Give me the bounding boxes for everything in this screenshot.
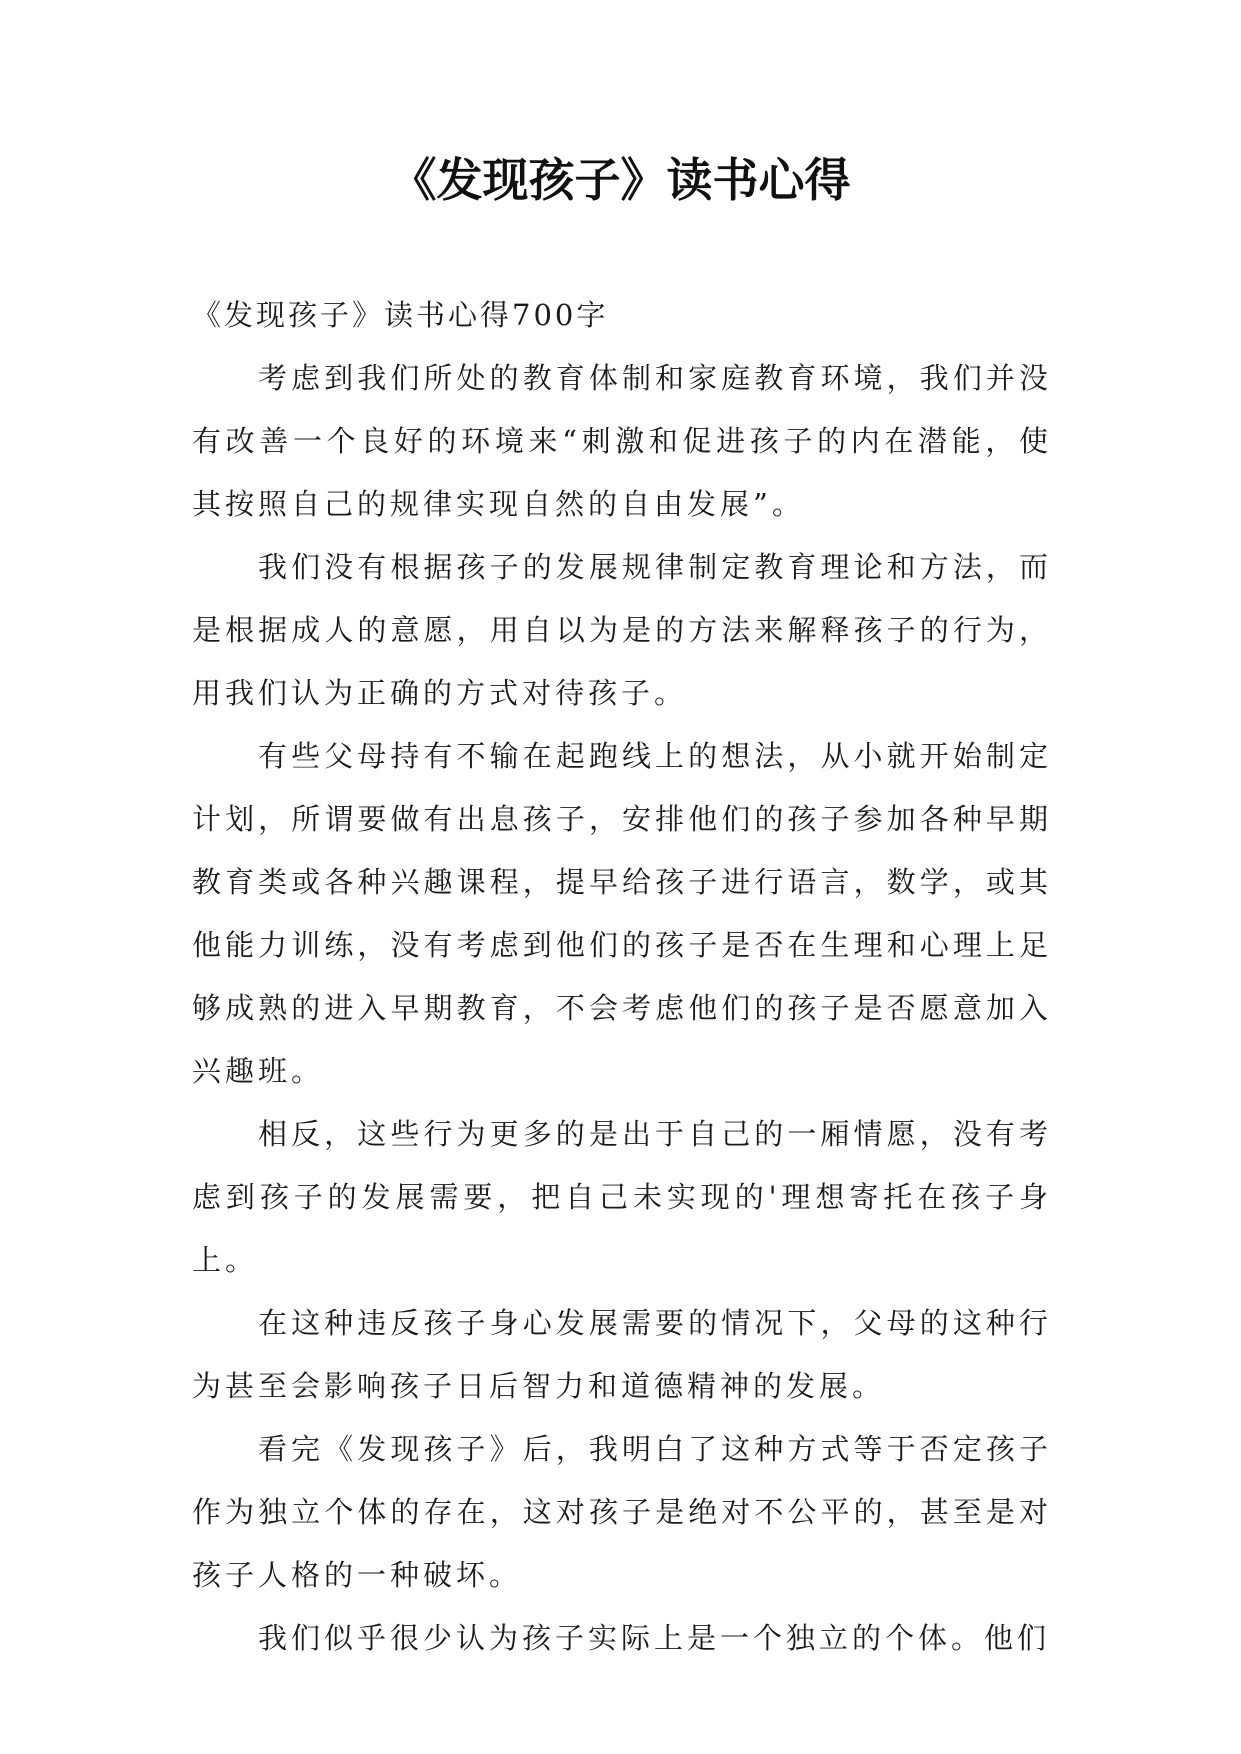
- paragraph: 有些父母持有不输在起跑线上的想法，从小就开始制定计划，所谓要做有出息孩子，安排他们的孩子参加各种早期教育类或各种兴趣课程，提早给孩子进行语言，数学，或其他能力训练，没有考虑到他们的孩子是否在生理和心理上足够成熟的进入早期教育，不会考虑他们的孩子是否愿意加入兴趣班。: [192, 739, 1052, 1088]
- paragraph: 我们似乎很少认为孩子实际上是一个独立的个体。他们: [258, 1621, 1051, 1655]
- document-subtitle: 《发现孩子》读书心得700字: [192, 298, 609, 332]
- paragraph: 考虑到我们所处的教育体制和家庭教育环境，我们并没有改善一个良好的环境来“刺激和促进孩子的内在潜能，使其按照自己的规律实现自然的自由发展”。: [192, 361, 1052, 521]
- document-title: 《发现孩子》读书心得: [390, 153, 851, 207]
- paragraph: 我们没有根据孩子的发展规律制定教育理论和方法，而是根据成人的意愿，用自以为是的方法来解释孩子的行为，用我们认为正确的方式对待孩子。: [192, 550, 1052, 710]
- paragraph: 相反，这些行为更多的是出于自己的一厢情愿，没有考虑到孩子的发展需要，把自己未实现的'理想寄托在孩子身上。: [192, 1117, 1052, 1277]
- paragraph: 在这种违反孩子身心发展需要的情况下，父母的这种行为甚至会影响孩子日后智力和道德精神的发展。: [192, 1306, 1052, 1403]
- paragraph: 看完《发现孩子》后，我明白了这种方式等于否定孩子作为独立个体的存在，这对孩子是绝对不公平的，甚至是对孩子人格的一种破坏。: [192, 1432, 1052, 1592]
- document-body: [192, 284, 1052, 1670]
